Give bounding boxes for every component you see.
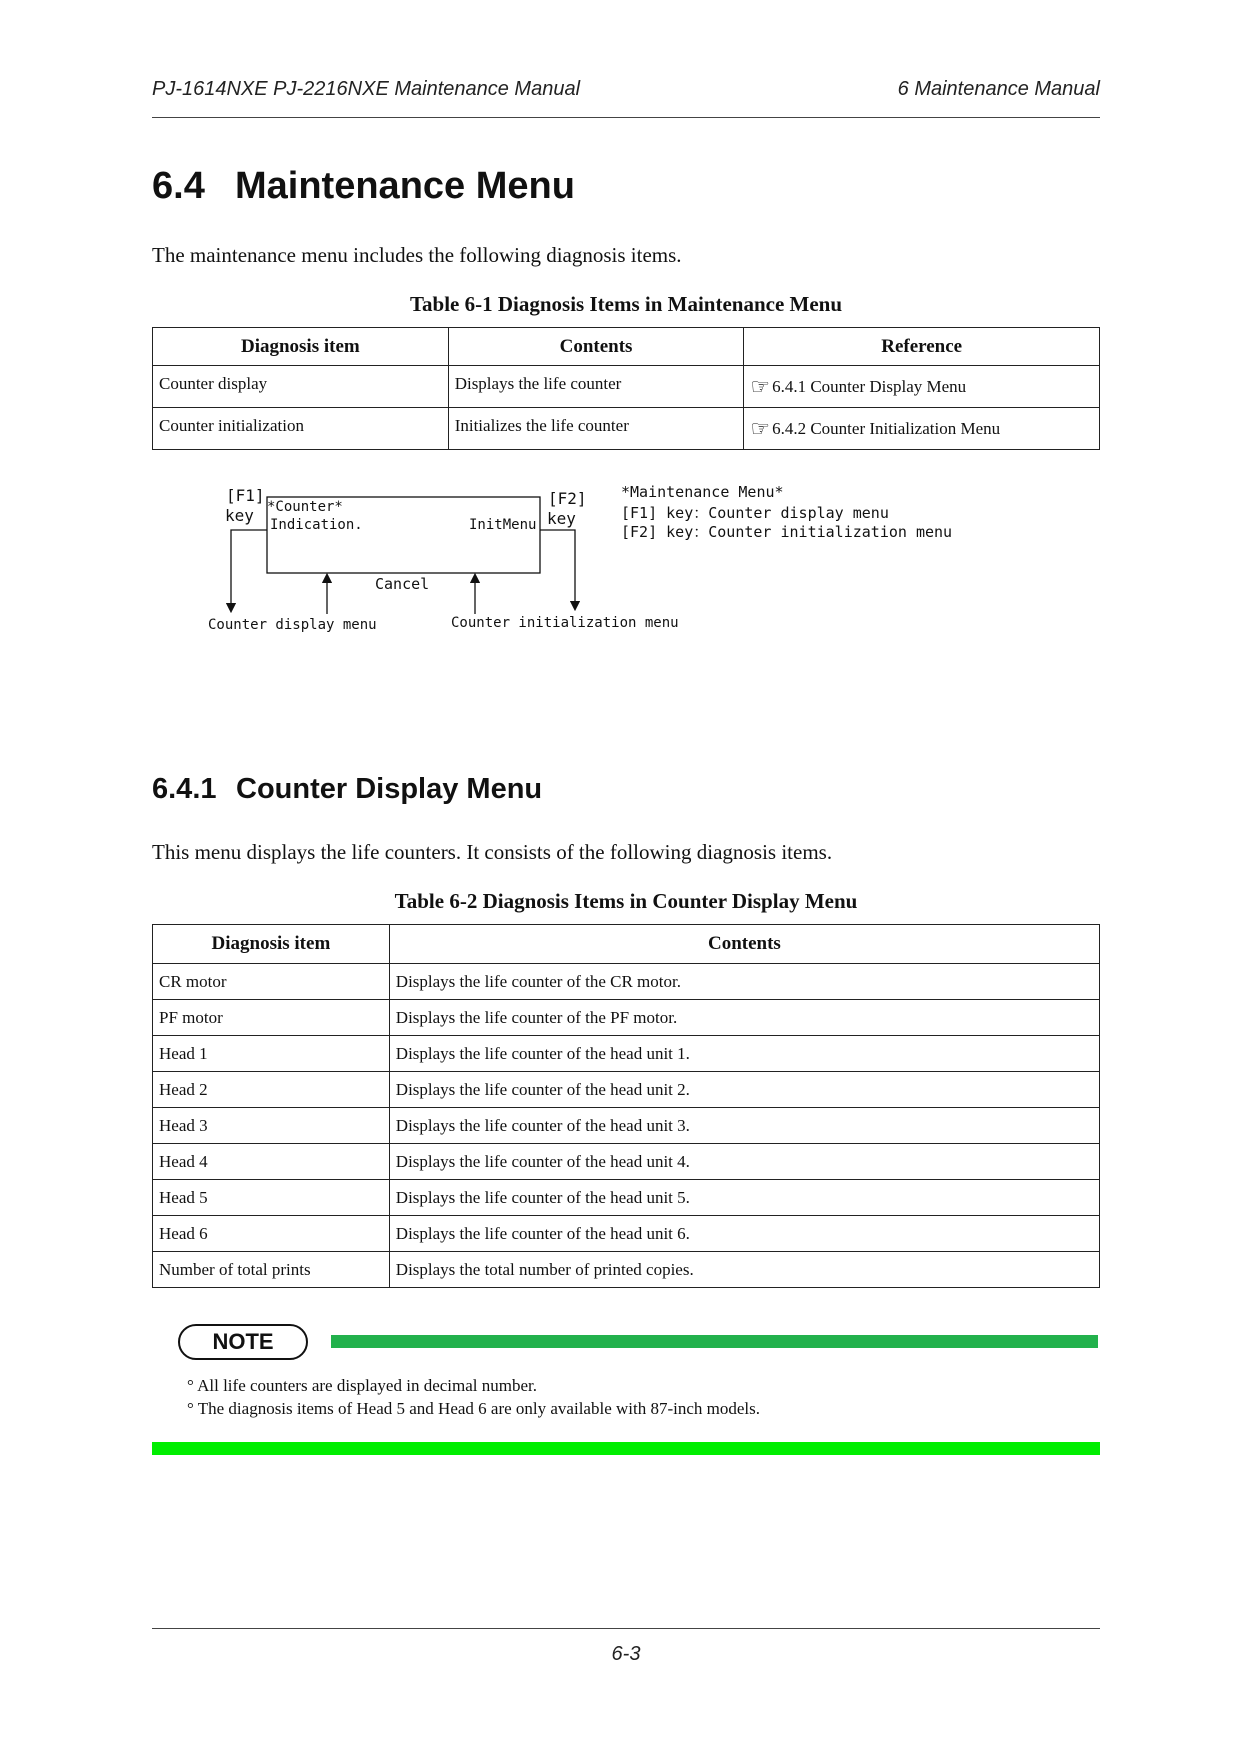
note-end-bar [152, 1442, 1100, 1455]
table1-header-reference: Reference [744, 328, 1100, 366]
reference-link[interactable]: 6.4.1 Counter Display Menu [772, 377, 967, 396]
footer-rule [152, 1628, 1100, 1629]
running-header-right: 6 Maintenance Manual [897, 78, 1100, 100]
table-row [153, 1108, 1100, 1144]
table1-cell-reference[interactable] [744, 408, 1100, 450]
f1-arrow [231, 530, 267, 608]
subsection-title [152, 773, 542, 806]
subsection-intro: This menu displays the life counters. It consists of the following diagnosis items. [152, 840, 833, 864]
table2-cell-contents: Displays the life counter of the head unit 5. [389, 1180, 1099, 1216]
table-row [153, 408, 1100, 450]
legend-f1: [F1] key：Counter display menu [621, 504, 889, 522]
table2-cell-contents: Displays the life counter of the CR motor. [389, 964, 1099, 1000]
running-header-left: PJ-1614NXE PJ-2216NXE Maintenance Manual [152, 78, 581, 100]
table-row [153, 1252, 1100, 1288]
table2-cell-contents: Displays the life counter of the head unit 4. [389, 1144, 1099, 1180]
table2-header-contents: Contents [389, 925, 1099, 964]
table-row [153, 1180, 1100, 1216]
table-row [153, 1144, 1100, 1180]
menu-diagram [200, 480, 1000, 650]
table2-header-row [153, 925, 1100, 964]
f2-arrow [540, 530, 575, 606]
table1-cell-reference[interactable] [744, 366, 1100, 408]
table1-cell-item: Counter initialization [153, 408, 449, 450]
table2-cell-item: Head 1 [153, 1036, 390, 1072]
note-bar [331, 1335, 1098, 1348]
note-item: ° All life counters are displayed in decimal number. [187, 1376, 538, 1395]
section-intro: The maintenance menu includes the following diagnosis items. [152, 243, 682, 267]
table2-cell-item: Head 3 [153, 1108, 390, 1144]
counter-display-menu-label: Counter display menu [208, 617, 377, 633]
table2-cell-item: Number of total prints [153, 1252, 390, 1288]
table2-cell-item: Head 5 [153, 1180, 390, 1216]
f2-key-label: [F2] [548, 489, 587, 508]
legend-f2: [F2] key：Counter initialization menu [621, 523, 953, 541]
page-number: 6-3 [611, 1643, 641, 1665]
table1-cell-contents: Displays the life counter [448, 366, 744, 408]
table2-cell-item: PF motor [153, 1000, 390, 1036]
table2-cell-contents: Displays the life counter of the head unit 1. [389, 1036, 1099, 1072]
table-row [153, 1000, 1100, 1036]
table1-header-contents: Contents [448, 328, 744, 366]
counter-initialization-menu-label: Counter initialization menu [451, 615, 679, 631]
section-title [152, 165, 575, 208]
table2 [152, 924, 1100, 1288]
lcd-initmenu: InitMenu [469, 517, 537, 533]
table2-cell-item: Head 4 [153, 1144, 390, 1180]
table2-header-item: Diagnosis item [153, 925, 390, 964]
table-row [153, 366, 1100, 408]
pointing-hand-icon: ☞ [750, 374, 771, 399]
table2-cell-item: CR motor [153, 964, 390, 1000]
table-row [153, 1216, 1100, 1252]
table2-cell-contents: Displays the life counter of the head unit 6. [389, 1216, 1099, 1252]
section-number: 6.4 [152, 165, 205, 207]
table2-cell-contents: Displays the life counter of the head unit 3. [389, 1108, 1099, 1144]
pointing-hand-icon: ☞ [750, 416, 771, 441]
table-row [153, 964, 1100, 1000]
note-item: ° The diagnosis items of Head 5 and Head 6 are only available with 87-inch models. [187, 1399, 761, 1418]
table1-caption: Table 6-1 Diagnosis Items in Maintenance Menu [409, 292, 843, 316]
table1-header-item: Diagnosis item [153, 328, 449, 366]
subsection-title-text: Counter Display Menu [236, 773, 543, 805]
header-rule [152, 117, 1100, 118]
f2-key-label-2: key [547, 509, 576, 528]
table1-header-row [153, 328, 1100, 366]
table1 [152, 327, 1100, 450]
table2-cell-item: Head 6 [153, 1216, 390, 1252]
lcd-indication: Indication. [270, 517, 363, 533]
lcd-line1: *Counter* [267, 499, 343, 515]
table1-cell-contents: Initializes the life counter [448, 408, 744, 450]
table2-caption: Table 6-2 Diagnosis Items in Counter Display Menu [394, 889, 858, 913]
note-badge: NOTE [178, 1324, 308, 1360]
cancel-label: Cancel [375, 575, 430, 593]
table2-cell-contents: Displays the life counter of the PF motor. [389, 1000, 1099, 1036]
subsection-number: 6.4.1 [152, 773, 217, 805]
section-title-text: Maintenance Menu [235, 165, 575, 207]
legend-title: *Maintenance Menu* [621, 483, 784, 501]
f1-key-label: [F1] [226, 486, 265, 505]
table1-cell-item: Counter display [153, 366, 449, 408]
table2-cell-contents: Displays the total number of printed copies. [389, 1252, 1099, 1288]
table-row [153, 1072, 1100, 1108]
table2-cell-item: Head 2 [153, 1072, 390, 1108]
table2-cell-contents: Displays the life counter of the head unit 2. [389, 1072, 1099, 1108]
reference-link[interactable]: 6.4.2 Counter Initialization Menu [772, 419, 1001, 438]
f1-key-label-2: key [225, 506, 254, 525]
table-row [153, 1036, 1100, 1072]
